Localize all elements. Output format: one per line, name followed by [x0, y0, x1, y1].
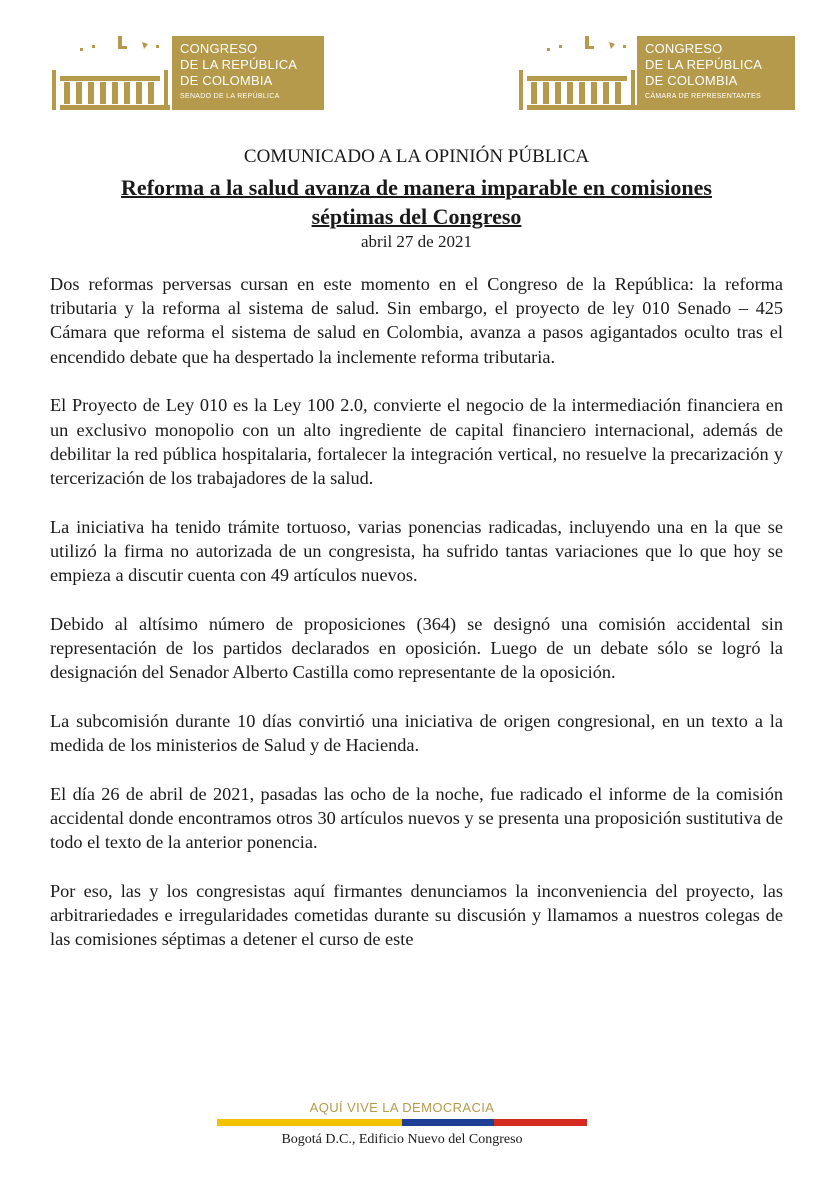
document-title [0, 173, 833, 231]
title-line-2: séptimas del Congreso [311, 204, 522, 229]
flag-red-band [494, 1119, 587, 1126]
paragraph: Dos reformas perversas cursan en este momento en el Congreso de la República: la reforma tributaria y la reforma al sistema de salud. Sin embargo, el proyecto de ley 010 Senado – 425 Cámara que reforma el sistema de salud en Colombia, avanza a pasos agigantados oculto tras el encendido debate que ha despertado la inclemente reforma tributaria. [50, 274, 783, 367]
document-kicker: COMUNICADO A LA OPINIÓN PÚBLICA [243, 146, 590, 167]
paragraph: El día 26 de abril de 2021, pasadas las ocho de la noche, fue radicado el informe de la comisión accidental donde encontramos otros 30 artículos nuevos y se presenta una proposición sustitutiva de todo el texto de la anterior ponencia. [50, 783, 783, 853]
logo-line-2: DE LA REPÚBLICA [180, 57, 298, 72]
flag-yellow-band [217, 1119, 402, 1126]
footer-address: Bogotá D.C., Edificio Nuevo del Congreso [281, 1132, 523, 1147]
title-line-1: Reforma a la salud avanza de manera imparable en comisiones [121, 175, 712, 200]
paragraph: Por eso, las y los congresistas aquí firmantes denunciamos la inconveniencia del proyecto, las arbitrariedades e irregularidades cometidas durante su discusión y llamamos a nuestros colegas de las comisiones séptimas a detener el curso de este [50, 880, 783, 950]
logo-line-3: DE COLOMBIA [645, 73, 738, 88]
camara-logo [519, 32, 789, 110]
colombia-flag-stripe [217, 1119, 587, 1126]
paragraph: La iniciativa ha tenido trámite tortuoso, varias ponencias radicadas, incluyendo una en la que se utilizó la firma no autorizada de un congresista, ha sufrido tantas variaciones que lo que hoy se empieza a discutir cuenta con 49 artículos nuevos. [50, 516, 783, 586]
paragraph: Debido al altísimo número de proposiciones (364) se designó una comisión accidental sin representación de los partidos declarados en oposición. Luego de un debate sólo se logró la designación del Senador Alberto Castilla como representante de la oposición. [50, 613, 783, 683]
paragraph: La subcomisión durante 10 días convirtió una iniciativa de origen congresional, en un texto a la medida de los ministerios de Salud y de Hacienda. [50, 710, 783, 756]
capitol-emblem-icon [52, 32, 172, 110]
logo-line-2: DE LA REPÚBLICA [645, 57, 763, 72]
document-body [50, 272, 783, 976]
logo-line-1: CONGRESO [180, 41, 258, 56]
logo-line-1: CONGRESO [645, 41, 723, 56]
camara-logo-label [637, 36, 795, 110]
logo-subtitle: SENADO DE LA REPÚBLICA [180, 93, 280, 100]
senado-logo-label [172, 36, 324, 110]
capitol-emblem-icon [519, 32, 639, 110]
document-date: abril 27 de 2021 [361, 232, 472, 251]
logo-line-3: DE COLOMBIA [180, 73, 273, 88]
logo-subtitle: CÁMARA DE REPRESENTANTES [645, 93, 761, 100]
senado-logo [52, 32, 322, 110]
flag-blue-band [402, 1119, 494, 1126]
footer-motto: AQUÍ VIVE LA DEMOCRACIA [309, 1100, 495, 1115]
paragraph: El Proyecto de Ley 010 es la Ley 100 2.0, convierte el negocio de la intermediación financiera en un exclusivo monopolio con un alto ingrediente de capital financiero internacional, además de debilitar la red pública hospitalaria, fortalecer la integración vertical, no resuelve la precarización y tercerización de los trabajadores de la salud. [50, 395, 783, 488]
